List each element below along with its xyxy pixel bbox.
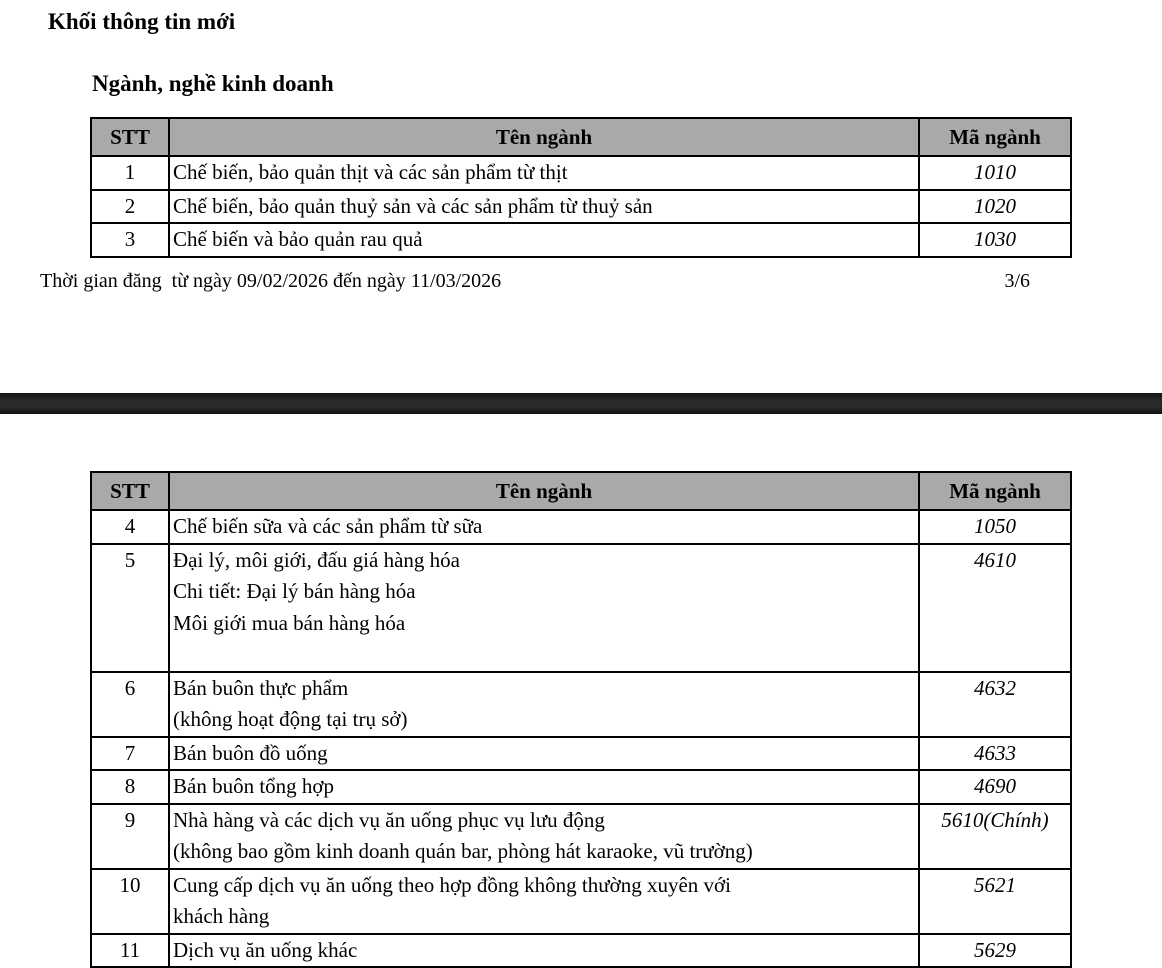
industry-name-line: Chi tiết: Đại lý bán hàng hóa bbox=[173, 579, 416, 603]
industry-code-cell: 1020 bbox=[919, 190, 1071, 224]
industry-name-line: Bán buôn đồ uống bbox=[173, 740, 328, 765]
row-number-cell: 10 bbox=[91, 869, 169, 934]
industry-row bbox=[91, 190, 1071, 224]
industry-code-cell: 5621 bbox=[919, 869, 1071, 934]
row-number-cell: 8 bbox=[91, 770, 169, 804]
industry-table-page-top bbox=[90, 117, 1072, 258]
industry-name-line: Cung cấp dịch vụ ăn uống theo hợp đồng không thường xuyên với bbox=[173, 872, 731, 897]
row-number-cell: 4 bbox=[91, 510, 169, 544]
industry-name-cell bbox=[169, 672, 919, 737]
column-header-stt: STT bbox=[91, 472, 169, 510]
row-number-cell: 7 bbox=[91, 737, 169, 771]
industry-name-cell bbox=[169, 770, 919, 804]
row-number-cell: 3 bbox=[91, 223, 169, 257]
row-number-cell: 11 bbox=[91, 934, 169, 968]
page-number: 3/6 bbox=[1004, 270, 1030, 292]
industry-row bbox=[91, 156, 1071, 190]
row-number-cell: 1 bbox=[91, 156, 169, 190]
industry-row bbox=[91, 869, 1071, 934]
industry-name-cell bbox=[169, 804, 919, 869]
industry-name-line: khách hàng bbox=[173, 904, 270, 928]
industry-code-cell: 1030 bbox=[919, 223, 1071, 257]
industry-row bbox=[91, 223, 1071, 257]
row-number-cell: 5 bbox=[91, 544, 169, 672]
industry-row bbox=[91, 737, 1071, 771]
industry-code-cell: 5610(Chính) bbox=[919, 804, 1071, 869]
industry-name-line: Môi giới mua bán hàng hóa bbox=[173, 610, 406, 635]
column-header-industry-name: Tên ngành bbox=[169, 472, 919, 510]
industry-name-cell bbox=[169, 190, 919, 224]
industry-name-line: (không bao gồm kinh doanh quán bar, phòng hát karaoke, vũ trường) bbox=[173, 839, 753, 863]
page-footer bbox=[40, 268, 1030, 294]
industry-row bbox=[91, 934, 1071, 968]
column-header-industry-name: Tên ngành bbox=[169, 118, 919, 156]
industry-code-cell: 4632 bbox=[919, 672, 1071, 737]
column-header-industry-code: Mã ngành bbox=[919, 118, 1071, 156]
industry-table-page-bottom bbox=[90, 471, 1072, 968]
section-title: Ngành, nghề kinh doanh bbox=[92, 71, 334, 96]
industry-name-line: (không hoạt động tại trụ sở) bbox=[173, 707, 408, 731]
industry-name-line: Đại lý, môi giới, đấu giá hàng hóa bbox=[173, 547, 460, 572]
page-break-separator bbox=[0, 393, 1162, 414]
column-header-industry-code: Mã ngành bbox=[919, 472, 1071, 510]
industry-name-line: Dịch vụ ăn uống khác bbox=[173, 937, 358, 962]
industry-row bbox=[91, 804, 1071, 869]
industry-name-line: Bán buôn tổng hợp bbox=[173, 774, 335, 798]
industry-code-cell: 1050 bbox=[919, 510, 1071, 544]
industry-code-cell: 4633 bbox=[919, 737, 1071, 771]
industry-name-cell bbox=[169, 934, 919, 968]
industry-name-line: Nhà hàng và các dịch vụ ăn uống phục vụ lưu động bbox=[173, 807, 605, 832]
industry-name-cell bbox=[169, 223, 919, 257]
industry-name-cell bbox=[169, 869, 919, 934]
industry-name-cell bbox=[169, 544, 919, 672]
industry-code-cell: 1010 bbox=[919, 156, 1071, 190]
industry-code-cell: 4610 bbox=[919, 544, 1071, 672]
registration-period-text: Thời gian đăng từ ngày 09/02/2026 đến ngày 11/03/2026 bbox=[40, 270, 502, 292]
page-title: Khối thông tin mới bbox=[48, 9, 236, 34]
industry-name-line bbox=[173, 639, 915, 671]
row-number-cell: 9 bbox=[91, 804, 169, 869]
industry-name-line: Bán buôn thực phẩm bbox=[173, 675, 349, 700]
industry-row bbox=[91, 510, 1071, 544]
column-header-stt: STT bbox=[91, 118, 169, 156]
industry-row bbox=[91, 770, 1071, 804]
industry-name-line: Chế biến, bảo quản thịt và các sản phẩm từ thịt bbox=[173, 160, 568, 184]
industry-name-line: Chế biến, bảo quản thuỷ sản và các sản phẩm từ thuỷ sản bbox=[173, 193, 653, 218]
row-number-cell: 6 bbox=[91, 672, 169, 737]
industry-row bbox=[91, 672, 1071, 737]
table-header-row bbox=[91, 472, 1071, 510]
industry-code-cell: 4690 bbox=[919, 770, 1071, 804]
industry-code-cell: 5629 bbox=[919, 934, 1071, 968]
industry-name-line: Chế biến sữa và các sản phẩm từ sữa bbox=[173, 514, 483, 538]
industry-name-cell bbox=[169, 156, 919, 190]
table-header-row bbox=[91, 118, 1071, 156]
industry-name-line: Chế biến và bảo quản rau quả bbox=[173, 227, 423, 251]
industry-row bbox=[91, 544, 1071, 672]
row-number-cell: 2 bbox=[91, 190, 169, 224]
industry-name-cell bbox=[169, 737, 919, 771]
industry-name-cell bbox=[169, 510, 919, 544]
